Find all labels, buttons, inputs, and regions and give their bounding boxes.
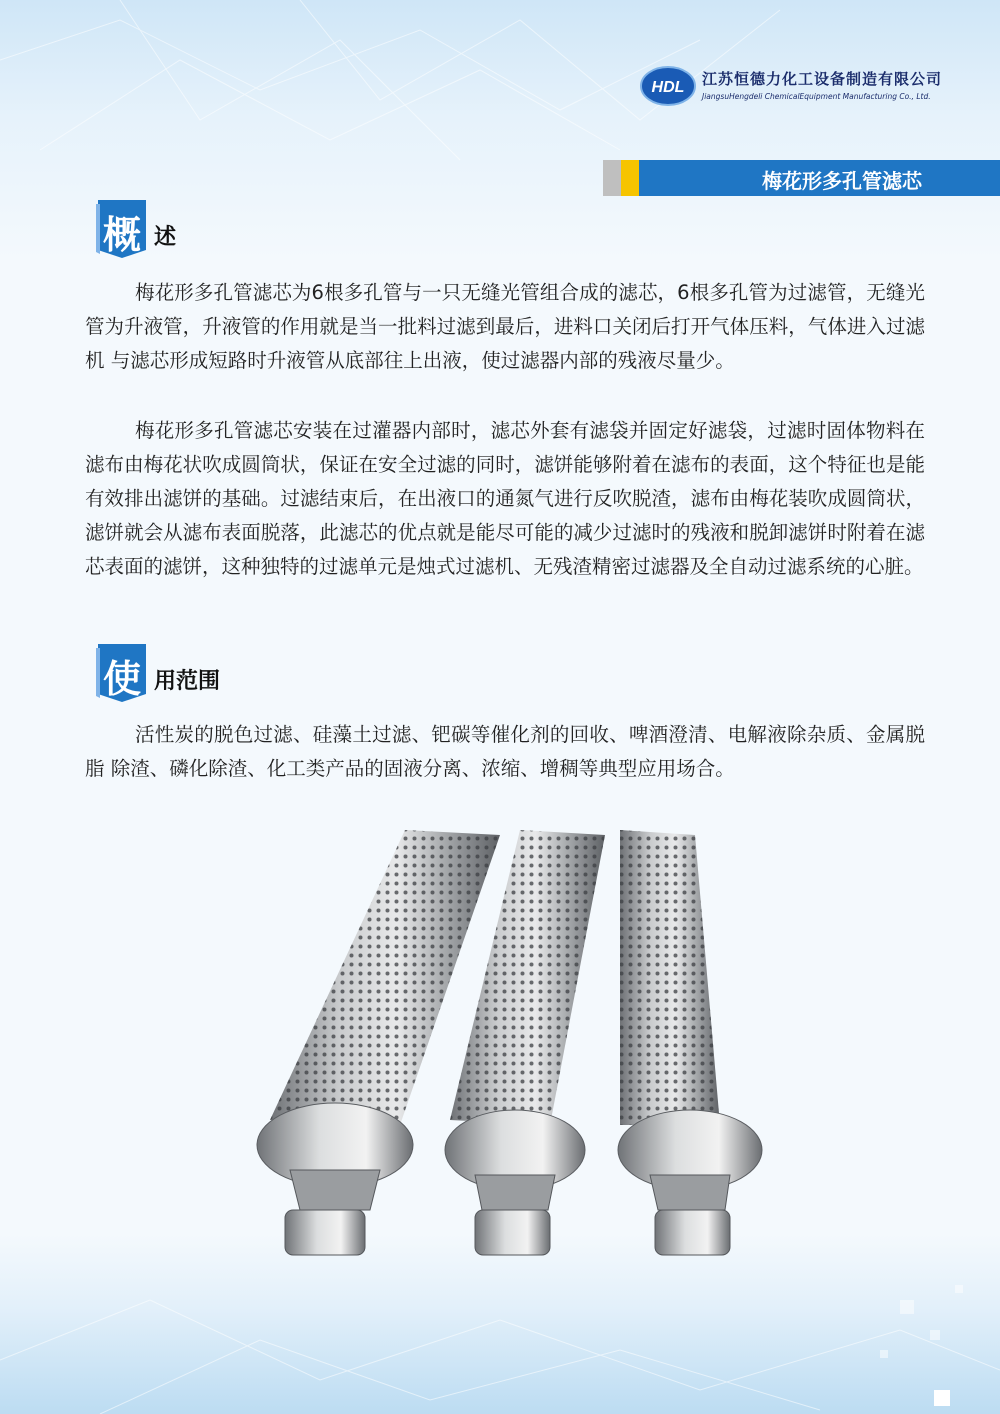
application-paragraph: 活性炭的脱色过滤、硅藻土过滤、钯碳等催化剂的回收、啤酒澄清、电解液除杂质、金属脱脂 除渣、磷化除渣、化工类产品的固液分离、浓缩、增稠等典型应用场合。 <box>85 723 925 780</box>
company-logo <box>640 64 980 114</box>
logo-mark-text: HDL <box>651 79 685 96</box>
page-title-bar <box>603 160 1000 196</box>
hdl-logo-icon <box>640 66 696 106</box>
section-heading-overview <box>96 200 396 260</box>
overview-paragraph-2: 梅花形多孔管滤芯安装在过灌器内部时，滤芯外套有滤袋并固定好滤袋，过滤时固体物料在滤布由梅花状吹成圆筒状，保证在安全过滤的同时，滤饼能够附着在滤布的表面，这个特征也是能有效排出滤饼的基础。过滤结束后，在出液口的通氮气进行反吹脱渣，滤布由梅花装吹成圆筒状，滤饼就会从滤布表面脱落，此滤芯的优点就是能尽可能的减少过滤时的残液和脱卸滤饼时附着在滤芯表面的滤饼，这种独特的过滤单元是烛式过滤机、无残渣精密过滤器及全自动过滤系统的心脏。 <box>85 419 925 578</box>
filter-tube-right <box>618 830 762 1255</box>
filter-cartridge-photo <box>230 825 790 1275</box>
page-corner-square <box>934 1390 950 1406</box>
title-bar-gray-stripe <box>603 160 621 196</box>
page-title: 梅花形多孔管滤芯 <box>762 169 922 193</box>
section-heading-application-scope <box>96 644 396 704</box>
section-heading-rest: 述 <box>154 225 177 250</box>
company-name-en: JiangsuHengdeli ChemicalEquipment Manufacturing Co., Ltd. <box>702 92 931 101</box>
overview-paragraph-1: 梅花形多孔管滤芯为6根多孔管与一只无缝光管组合成的滤芯，6根多孔管为过滤管，无缝光管为升液管，升液管的作用就是当一批料过滤到最后，进料口关闭后打开气体压料，气体进入过滤机 与滤芯形成短路时升液管从底部往上出液，使过滤器内部的残液尽量少。 <box>85 281 925 372</box>
company-name-cn: 江苏恒德力化工设备制造有限公司 <box>702 70 943 88</box>
section-badge-char: 使 <box>102 657 141 701</box>
section-badge-char: 概 <box>102 213 141 257</box>
section-heading-rest: 用范围 <box>154 669 221 694</box>
filter-tube-left <box>257 830 500 1255</box>
title-bar-yellow-stripe <box>621 160 639 196</box>
